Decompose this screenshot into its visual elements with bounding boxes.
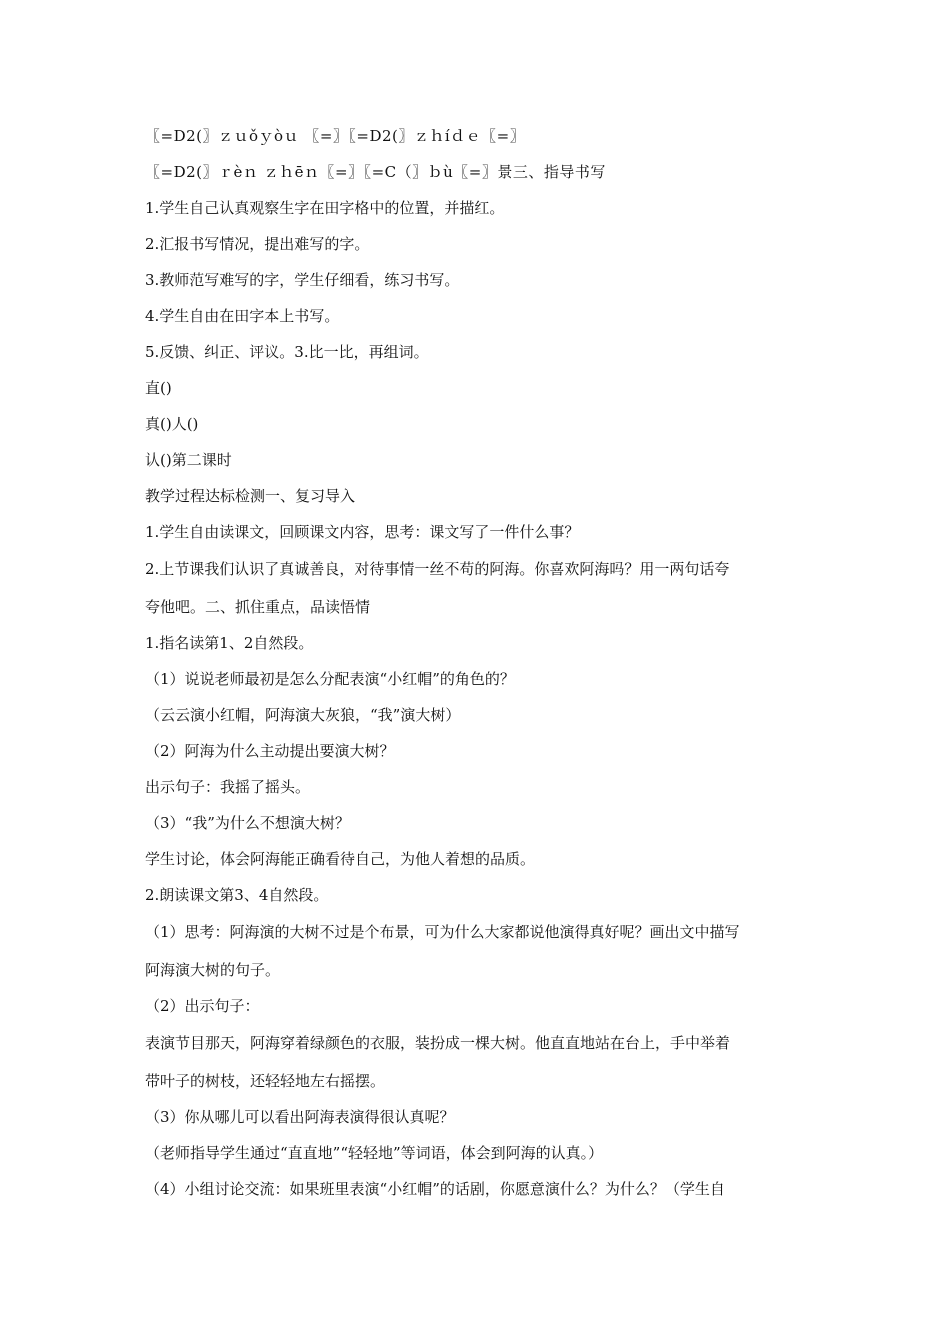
text-line: （3）你从哪儿可以看出阿海表演得很认真呢？ [145, 1108, 455, 1126]
text-line: 2.朗读课文第3、4自然段。 [145, 886, 329, 904]
text-line: （4）小组讨论交流：如果班里表演“小红帽”的话剧，你愿意演什么？为什么？（学生自 [145, 1180, 725, 1198]
text-line: （1）思考：阿海演的大树不过是个布景，可为什么大家都说他演得真好呢？画出文中描写 [145, 923, 740, 941]
text-line: （2）阿海为什么主动提出要演大树？ [145, 742, 395, 760]
text-line: 出示句子：我摇了摇头。 [145, 778, 311, 796]
pinyin-line-1: 〖=D2(〗ｚｕǒｙòｕ 〖=〗〖=D2(〗ｚｈíｄｅ〖=〗 [145, 127, 526, 145]
text-line: 3.教师范写难写的字，学生仔细看，练习书写。 [145, 271, 460, 289]
text-line: 直() [145, 379, 172, 397]
document-page [145, 118, 815, 1207]
text-line: 带叶子的树枝，还轻轻地左右摇摆。 [145, 1072, 386, 1090]
text-line: 1.学生自己认真观察生字在田字格中的位置，并描红。 [145, 199, 505, 217]
text-line: 2.上节课我们认识了真诚善良，对待事情一丝不苟的阿海。你喜欢阿海吗？用一两句话夸 [145, 560, 730, 578]
text-line: （3）“我”为什么不想演大树？ [145, 814, 350, 832]
text-line: 5.反馈、纠正、评议。3.比一比，再组词。 [145, 343, 429, 361]
text-line: （2）出示句子： [145, 997, 260, 1015]
text-line: 阿海演大树的句子。 [145, 961, 281, 979]
text-line: （老师指导学生通过“直直地”“轻轻地”等词语，体会到阿海的认真。） [145, 1144, 604, 1162]
text-line: 1.学生自由读课文，回顾课文内容，思考：课文写了一件什么事？ [145, 523, 580, 541]
text-line: 4.学生自由在田字本上书写。 [145, 307, 340, 325]
text-line: 认()第二课时 [145, 451, 232, 469]
text-line: （云云演小红帽，阿海演大灰狼，“我”演大树） [145, 706, 461, 724]
text-line: 真()人() [145, 415, 199, 433]
text-line: （1）说说老师最初是怎么分配表演“小红帽”的角色的？ [145, 670, 515, 688]
pinyin-line-2: 〖=D2(〗ｒèｎ ｚｈēｎ〖=〗〖=C（〗ｂù〖=〗景三、指导书写 [145, 163, 606, 181]
section-heading: 教学过程达标检测一、复习导入 [145, 487, 356, 505]
text-line: 表演节目那天，阿海穿着绿颜色的衣服，装扮成一棵大树。他直直地站在台上，手中举着 [145, 1034, 731, 1052]
section-heading: 夸他吧。二、抓住重点，品读悟情 [145, 598, 371, 616]
text-line: 学生讨论，体会阿海能正确看待自己，为他人着想的品质。 [145, 850, 536, 868]
text-line: 1.指名读第1、2自然段。 [145, 634, 314, 652]
text-line: 2.汇报书写情况，提出难写的字。 [145, 235, 370, 253]
